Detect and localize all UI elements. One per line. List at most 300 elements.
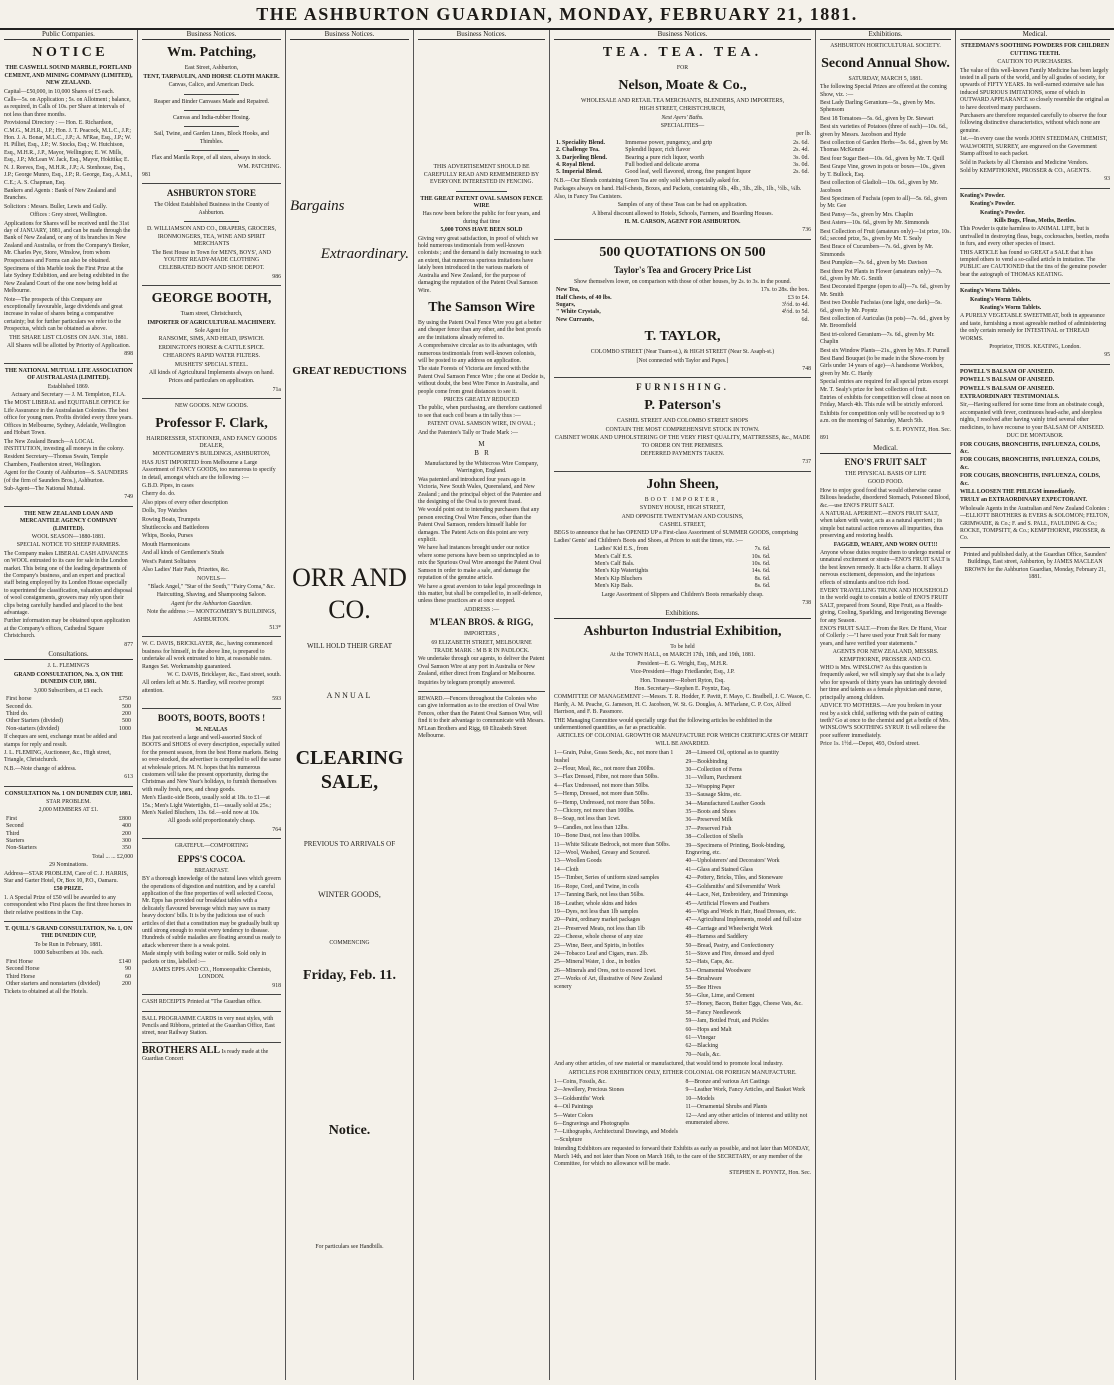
commencing: COMMENCING <box>329 940 370 947</box>
show-lower: Show themselves lower, on comparison with those of other houses, by 2s. to 3s. in the pound. <box>574 278 791 285</box>
sail-twine: Sail, Twine, and Garden Lines, Block Hooks, and Thimbles. <box>154 131 269 145</box>
samson-wire-heading: The Samson Wire <box>428 299 535 315</box>
fleming: J. L. FLEMING'S <box>47 663 90 670</box>
divider <box>142 398 281 399</box>
list-item: 22—Cheese, whole cheese of any size <box>554 934 643 941</box>
list-item: 52—Hats, Caps, &c. <box>685 959 734 966</box>
special-prizes-intro: The following Special Prizes are offered at the coming Show, viz. :— <box>820 84 947 98</box>
annual: ANNUAL <box>326 691 373 701</box>
enos-intro: How to enjoy good food that would otherwise cause Bilious headache, disordered Stomach, Poisoned Blood, &c.—use ENO'S FRUIT SALT. <box>820 487 951 509</box>
list-item: 18—Leather, whole skins and hides <box>554 900 637 907</box>
will-hold: WILL HOLD THEIR GREAT <box>307 641 392 650</box>
cash-receipts: CASH RECEIPTS Printed at "The Guardian office. <box>142 999 262 1006</box>
packages: Packages always on hand. Half-chests, Boxes, and Packets, containing 6lb., 4lb., 3lb., 2lb., 1lb., ½lb., ¼lb. Also, in Fancy Tea Canisters. <box>554 186 802 200</box>
divider <box>184 221 240 222</box>
sheep-notice: SPECIAL NOTICE TO SHEEP FARMERS. <box>16 542 121 549</box>
keating-powder: Keating's Powder. <box>970 201 1015 208</box>
list-item: 70—Nails, &c. <box>685 1051 721 1058</box>
specimens: Specimens of this Marble took the First Prize at the late Sydney Exhibition, and are being exhibited in the New Zealand Court of the one now being held at Melbourne. <box>4 265 129 295</box>
section-header: Medical. <box>960 30 1110 40</box>
list-item: 41—Glass and Stained Glass <box>685 866 753 873</box>
consultation-prize-table: First £800 Second 400 Third 200 Starters 300 Non-Starters 350 <box>6 815 131 852</box>
samples: Samples of any of these Teas can be had on application. <box>617 202 748 209</box>
table-row: New Tea, 17s. to 28s. the box. <box>556 287 809 294</box>
state-forests: The state Forests of Victoria are fenced with the Patent Oval Samson Fence Wire ; the one at Dockie is, without doubt, the best Wire Fence in Australia, and people come from great distances to see it. <box>418 366 545 395</box>
ad-number: 95 <box>1104 352 1110 359</box>
list-item: Best 18 Tomatoes—5s. 6d., given by Dr. Stewart <box>820 115 934 122</box>
articles-either: ARTICLES FOR EXHIBITION ONLY, EITHER COLONIAL OR FOREIGN MANUFACTURE. <box>568 1069 797 1076</box>
list-item: 3—Goldsmiths' Work <box>554 1095 605 1102</box>
clark-address: Note the address :— MONTGOMERY'S BUILDINGS, ASHBURTON. <box>146 609 277 623</box>
imitation-caution: THIS ARTICLE has found so GREAT a SALE that it has tempted others to vend a so-called article in imitation. The PUBLIC are CAUTIONED that the tins of the genuine powder bear the autograph of THOMAS KEATING. <box>960 249 1107 278</box>
company-title: THE CASWELL SOUND MARBLE, PORTLAND CEMENT, AND MINING COMPANY (LIMITED), NEW ZEALAND. <box>4 65 133 87</box>
begs-announce: BEGS to announce that he has OPENED UP a First-class Assortment of SUMMER GOODS, comprising Ladies' Gents' and Children's Boots and Shoes, at Prices to suit the times, viz. :— <box>554 530 799 544</box>
table-row: Men's Calf Bals. 10s. 6d. <box>594 561 771 568</box>
taylor-address: COLOMBO STREET (Near Tuam-st.), & HIGH STREET (Near St. Asaph-st.) <box>590 349 775 356</box>
booth-location: Tuam street, Christchurch, <box>180 311 243 318</box>
any-other: And any other articles, of raw material or manufactured, that would tend to promote local industry. <box>554 1061 784 1068</box>
first-mark: 1st.—In every case the words JOHN STEEDMAN, CHEMIST, WALWORTH, SURREY, are engraved on the Government Stamp affixed to each packet. <box>960 136 1108 158</box>
physical-basis: THE PHYSICAL BASIS OF LIFE <box>844 470 927 477</box>
list-item: 28—Linseed Oil, optional as to quantity <box>685 750 779 757</box>
neales-prices: Men's Elastic-side Boots, usually sold at 18s. to £1—at 15s.; Men's Light Watertights, £1—usually sold at 25s.; Men's Nailed Bluchers, 13s. 6d.—sold now at 10s. <box>142 795 271 817</box>
established: Established 1869. <box>47 383 90 390</box>
horticultural-society: ASHBURTON HORTICULTURAL SOCIETY. <box>830 43 941 50</box>
great-reductions: GREAT REDUCTIONS <box>292 365 407 378</box>
giving-satisfaction: Giving very great satisfaction, in proof of which we hold numerous testimonials from well-known colonists ; and the demand is daily increasing to such an extent, that numerous spurious imitations have lately been introduced in the various markets of Australia and New Zealand, for the purpose of damaging the reputation of the Patent Oval Samson Wire. <box>418 235 542 294</box>
bargains-heading: Bargains <box>290 198 345 215</box>
ad-number: 764 <box>272 826 281 833</box>
table-row: " White Crystals, 4½d. to 5d. <box>556 309 809 316</box>
manufactured: Manufactured by the Whitecross Wire Company, Warrington, England. <box>424 461 539 475</box>
list-item: Best Lady Darling Geranium—5s., given by Mrs. Sphensom <box>820 100 936 114</box>
comprehensive-stock: CONTAIN THE MOST COMPREHENSIVE STOCK IN TOWN. <box>605 426 760 433</box>
articles-header: ARTICLES OF COLONIAL GROWTH OR MANUFACTURE FOR WHICH CERTIFICATES OF MERIT WILL BE AWARDED. <box>556 733 809 747</box>
second-annual-show: Second Annual Show. <box>821 55 950 71</box>
for-label: FOR <box>676 65 689 72</box>
column-medical <box>956 30 1114 1380</box>
divider <box>4 363 133 364</box>
nzloan-title: THE NEW ZEALAND LOAN AND MERCANTILE AGENCY COMPANY (LIMITED). <box>19 510 118 532</box>
divider <box>4 506 133 507</box>
show-date: SATURDAY, MARCH 5, 1881. <box>848 75 923 82</box>
resident: Resident Secretary—Thomas Swain, Temple Chambers, Featherston street, Wellington. <box>4 454 109 468</box>
store-text: The Oldest Established Business in the County of Ashburton. <box>153 202 270 216</box>
list-item: 30—Collection of Ferns <box>685 767 742 773</box>
per-lb: per lb. <box>796 131 811 138</box>
reaper: Reaper and Binder Canvases Made and Repaired. <box>153 98 270 105</box>
boot-depot: CELEBRATED BOOT AND SHOE DEPOT. <box>158 265 265 272</box>
ad-number: 513* <box>269 624 281 631</box>
list-item: Shuttlecocks and Battledores <box>142 525 210 532</box>
new-goods: NEW GOODS. NEW GOODS. <box>174 403 249 410</box>
list-item: 4—Flax Undressed, not more than 50lbs. <box>554 782 650 789</box>
mrs-winslow: WHO is Mrs. WINSLOW? As this question is frequently asked, we will simply say that she is a lady who for upwards of thirty years has untiringly devoted her time and talents as a female physician and nurse, principally among children. <box>820 665 947 701</box>
list-item: 5—Hemp, Dressed, not more than 50lbs. <box>554 791 649 798</box>
list-item: 2—Jewellery, Precious Stones <box>554 1087 625 1094</box>
implements: All kinds of Agricultural Implements always on hand. <box>149 369 274 376</box>
list-item: 58—Fancy Needlework <box>685 1009 742 1016</box>
calls: Calls—5s. on Application ; 5s. on Allotment ; balance, as required, in Calls of 10s. per Share at intervals of not less than three months. <box>4 97 131 118</box>
cashel-street: CASHEL STREET, <box>659 522 706 529</box>
advice-mothers: ADVICE TO MOTHERS.—Are you broken in your rest by a sick child, suffering with the pain of cutting teeth? Go at once to the chemist and get a bottle of Mrs. WINSLOW'S SOOTHING SYRUP. It will relieve the poor sufferer immediately. <box>820 703 950 739</box>
cheques: If cheques are sent, exchange must be added and stamps for reply and result. <box>4 734 117 748</box>
list-item: Dolls, Toy Watches <box>142 508 188 515</box>
divider <box>184 94 240 95</box>
coughs-ad: FOR COUGHS, BRONCHITIS, INFLUENZA, COLDS, &c. <box>960 473 1101 487</box>
list-item: 33—Sausage Skins, etc. <box>685 792 742 799</box>
cashel-shops: CASHEL STREET AND COLOMBO STREET SHOPS <box>616 418 749 425</box>
sub-agent: Sub-Agent—The National Mutual. <box>4 485 85 492</box>
taylor-name: T. TAYLOR, <box>644 329 721 345</box>
list-item: 9—Candles, not less than 12lbs. <box>554 824 629 831</box>
town-hall: At the TOWN HALL, on MARCH 17th, 18th, and 19th, 1881. <box>609 652 756 659</box>
column-business-4 <box>550 30 816 1380</box>
undertake-delivery: We undertake through our agents, to deliver the Patent Oval Samson Wire at any port in Australia or New Zealand, either direct from England or Melbourne. <box>418 656 545 678</box>
powells-balsam: POWELL'S BALSAM OF ANISEED. <box>960 377 1055 384</box>
epps-made: Made simply with boiling water or milk. Sold only in packets or tins, labelled :— <box>142 951 266 965</box>
neales-text: Has just received a large and well-assorted Stock of BOOTS and SHOES of every description, especially suited for the present season, from the best Home markets. Being so over-stocked, the advertiser is compelled to sell the same at wholesale prices. M. N. hopes that his numerous customers will take the present opportunity, during the Christmas and New Year's holidays, to furnish themselves with really fresh, new, and cheap goods. <box>142 735 281 793</box>
list-item: Also pipes of every other description <box>142 499 228 506</box>
list-item: Best two Double Fuchsias (one light, one dark)—5s. 6d., given by Mr. Poyntz <box>820 300 942 314</box>
divider <box>142 636 281 637</box>
ad-number: 749 <box>124 494 133 501</box>
ad-number: 738 <box>802 600 811 607</box>
divider <box>960 283 1110 284</box>
fencing-advertisement: THIS ADVERTISEMENT SHOULD BE CAREFULLY READ AND REMEMBERED BY EVERYONE INTERESTED IN FENCING. <box>423 164 540 186</box>
worm-tablets: Keating's Worm Tablets. <box>970 296 1032 303</box>
quill-prize-table: First Horse £140 Second Horse 90 Third Horse 60 Other starters and nonstarters (divided) 200 <box>6 958 131 987</box>
orr-and-co: ORR AND CO. <box>292 562 407 624</box>
list-item: 43—Goldsmiths' and Silversmiths' Work <box>685 883 781 890</box>
table-row: Men's Calf E.S. 10s. 6d. <box>594 553 771 560</box>
canvas: Canvas, Calico, and American Duck. <box>168 82 255 89</box>
list-item: Best collection of Gladioli—10s. 6d., given by Mr. Jacobson <box>820 180 939 194</box>
davis-orders: All orders left at Mr. S. Hardley, will receive prompt attention. <box>142 680 264 694</box>
table-row: Half Chests, of 40 lbs. £3 to £4. <box>556 294 809 301</box>
quill-subscribers: 1000 Subscribers at 10s. each. <box>33 950 104 957</box>
oval-tally: PATENT OVAL SAMSON WIRE, IN OVAL ; <box>427 421 536 428</box>
list-item: 48—Carriage and Wheelwright Work <box>685 925 773 932</box>
class-list-d <box>686 1078 812 1145</box>
patching-location: East Street, Ashburton, <box>184 65 239 72</box>
divider <box>4 921 133 922</box>
list-item: 59—Jam, Bottled Fruit, and Pickles <box>685 1018 769 1025</box>
list-item: 60—Hops and Malt <box>685 1026 732 1033</box>
harmless-text: This Powder is quite harmless to ANIMAL LIFE, but is unrivalled in destroying fleas, bugs, cockroaches, beetles, moths in furs, and every other species of insect. <box>960 226 1110 248</box>
column-public-companies <box>0 30 138 1380</box>
further-info: Further information may be obtained upon application at the Company's offices, Cathedral Square Christchurch. <box>4 618 130 640</box>
list-item: 6—Engravings and Photographs <box>554 1121 630 1128</box>
sheen-name: John Sheen, <box>646 476 719 492</box>
epps-signature: JAMES EPPS AND CO., Homoeopathic Chemists, LONDON. <box>151 966 272 981</box>
special-entries: Special entries are required for all special prizes except Mr. T. Sealy's prize for best collection of fruit. <box>820 379 949 393</box>
divider <box>142 1011 281 1012</box>
table-row: 1. Speciality Blend. Immense power, pungency, and grip 2s. 6d. <box>556 139 809 146</box>
list-item: G.B.D. Pipes, in cases <box>142 483 194 490</box>
furnishing-heading: FURNISHING. <box>636 382 729 393</box>
prices-particulars: Prices and particulars on application. <box>168 378 255 385</box>
kills-bugs: Kills Bugs, Fleas, Moths, Beetles. <box>994 217 1076 224</box>
to-be-held: To be held <box>670 643 695 650</box>
section-header: Exhibitions. <box>820 30 951 40</box>
list-item: 10—Bone Dust, not less than 100lbs. <box>554 833 641 840</box>
tea-blends-table <box>554 140 811 177</box>
divider <box>960 364 1110 365</box>
list-item: And all kinds of Gentlemen's Studs <box>142 550 225 557</box>
list-item: 7—Chicory, not more than 100lbs. <box>554 808 635 815</box>
ball-programmes: BALL PROGRAMME CARDS in very neat styles, with Pencils and Ribbons, printed at the Guardian Office, East street, near Railway Station. <box>142 1015 275 1037</box>
change-address: N.B.—Note change of address. <box>4 765 77 772</box>
class-list-a <box>554 749 680 1060</box>
nominations: 29 Nominations. <box>49 862 88 869</box>
list-item: 42—Pottery, Bricks, Tiles, and Stoneware <box>685 875 783 882</box>
section-header: Exhibitions. <box>554 609 811 619</box>
ad-number: 737 <box>802 459 811 466</box>
epps-title: EPPS'S COCOA. <box>177 853 246 864</box>
ad-number: 736 <box>802 227 811 234</box>
list-item: Best four Sugar Beet—10s. 6d., given by Mr. T. Quill <box>820 155 945 162</box>
list-item: Mouth Harmonicans <box>142 541 190 548</box>
grand-consultation: GRAND CONSULTATION, No. 3, ON THE DUNEDIN CUP, 1881. <box>13 671 124 686</box>
list-item: 7—Lithographs, Architectural Drawings, and Models—Sculpture <box>554 1129 678 1143</box>
coughs-ad: FOR COUGHS, BRONCHITIS, INFLUENZA, COLDS, &c. <box>960 457 1101 471</box>
list-item: Also Ladies' Hair Pads, Frizettes, &c. <box>142 567 230 574</box>
taylor-note: [Not connected with Taylor and Papes.] <box>636 357 729 364</box>
clark-building: MONTGOMERY'S BUILDINGS, ASHBURTON, <box>152 451 271 458</box>
tons-sold: 5,000 TONS HAVE BEEN SOLD <box>440 227 523 234</box>
slippers: Large Assortment of Slippers and Children's Boots remarkably cheap. <box>601 591 764 598</box>
grateful: GRATEFUL—COMFORTING <box>174 843 249 850</box>
extraordinary-heading: Extraordinary. <box>320 245 409 262</box>
ad-number: 918 <box>272 982 281 989</box>
list-item: 11—Ornamental Shrubs and Plants <box>685 1104 768 1111</box>
worm-tablets: Keating's Worm Tablets. <box>960 288 1022 295</box>
table-row: Men's Kip Watertights 14s. 6d. <box>594 568 771 575</box>
list-item: 39—Specimens of Printing, Book-binding, Engraving, etc. <box>685 842 786 857</box>
section-header: Consultations. <box>4 650 133 660</box>
specialities: SPECIALITIES— <box>660 123 705 130</box>
table-row: Men's Kip Bals. 8s. 6d. <box>594 583 771 590</box>
prize-text: 1. A Special Prize of £50 will be awarded to any correspondent who First places the first three horses in their relative positions in the Cup. <box>4 894 131 916</box>
list-item: Best three Pot Plants in Flower (amateurs only)—7s. 6d., given by Mr. G. Smith <box>820 268 943 282</box>
list-item: 26—Minerals and Ores, not to exceed 1cwt. <box>554 967 657 974</box>
list-item: 62—Blacking <box>685 1043 719 1050</box>
ad-number: 93 <box>1104 176 1110 183</box>
list-item: 31—Vellum, Parchment <box>685 775 742 782</box>
list-item: 16—Rope, Cord, and Twine, in coils <box>554 883 640 890</box>
fagged-heading: FAGGED, WEARY, AND WORN OUT!!! <box>833 541 938 548</box>
davis-text: W. C. DAVIS, BRICKLAYER, &c., having commenced business for himself, in the above line, is prepared to undertake all work entrusted to him, at reasonable rates. Ranges Set. Workmanship guaranteed. <box>142 641 273 670</box>
list-item: 21—Preserved Meats, not less than 1lb <box>554 925 645 932</box>
table-row: 3. Darjeeling Blend. Bearing a pure rich liquor, worth 3s. 0d. <box>556 154 809 161</box>
list-item: 32—Wrapping Paper <box>685 783 735 790</box>
list-item: Best Asters—10s. 6d., given by Mr. Simmonds <box>820 220 930 227</box>
reward: REWARD.—Fencers throughout the Colonies who can give information as to the erection of Oval Wire Fences, other than the Patent Oval Samson Wire, will find it to their advantage to communicate with Messrs. M'Lean Brothers and Rigg, 69 Elizabeth Street Melbourne. <box>418 695 545 739</box>
list-item: 24—Tobacco Leaf and Cigars, max. 2lb. <box>554 950 649 957</box>
list-item: 37—Preserved Fish <box>685 825 732 832</box>
table-row: New Currants, 6d. <box>556 316 809 323</box>
note-green-tea: N.B.—Our Blends containing Green Tea are only sold when specially asked for. <box>554 177 740 184</box>
committee: COMMITTEE OF MANAGEMENT :—Messrs. T. R. Hodder, F. Pavitt, F. Mayo, C. Bradbell, J. C. Wason, C. Hardy, A. M. Peache, G. Jameson, H. C. Jacobson, W. St. G. Douglas, A. M'Farlane, C. P. Cox, Alfred Harrison, and F. B. Passmore. <box>554 694 811 716</box>
ad-number: 981 <box>142 172 151 179</box>
fleming-address: J. L. FLEMING, Auctioneer, &c., High street, Triangle, Christchurch. <box>4 749 111 764</box>
list-item: 25—Mineral Water, 1 doz., in bottles <box>554 959 641 966</box>
wholesale-agents: Wholesale Agents in the Australian and New Zealand Colonies :—ELLIOTT BROTHERS & EVERS & SOLOMON; FELTON, GRIMWADE, & Co.; F. and S. PALL, FAULDING & Co.; ROCKE, TOMPSITT, & Co.; KEMPTHORNE, PROSSER, & Co. <box>960 505 1110 542</box>
list-item: 9—Leather Work, Fancy Articles, and Basket Work <box>685 1087 806 1094</box>
allotted: All Shares will be allotted by Priority of Application. <box>6 343 131 350</box>
erdington: ERDINGTON'S HORSE & CATTLE SPICE. <box>158 344 265 351</box>
entries-close: Entries of exhibits for competition will close at noon on Friday, March 4th. This rule will be strictly enforced. <box>820 395 950 409</box>
powell-testimonial: Sir,—Having suffered for some time from an obstinate cough, accompanied with fever, continuous head-ache, and sleepless nights, I resolved after having vainly tried several other medicines, to have recourse to your BALSAM OF ANISEED. <box>960 402 1105 431</box>
exhibits-received: Exhibits for competition only will be received up to 9 a.m. on the morning of Saturday, March 5th. <box>820 410 945 425</box>
section-header: Business Notices. <box>554 30 811 40</box>
share-list: THE SHARE LIST CLOSES ON JAN. 31st, 1881. <box>9 334 128 341</box>
list-item: Cherry do. do. <box>142 491 176 498</box>
cabinet-work: CABINET WORK AND UPHOLSTERING OF THE VERY FIRST QUALITY, MATTRESSES, &c., MADE TO ORDER ON THE PREMISES. <box>554 435 811 449</box>
novels: NOVELS— <box>197 575 226 582</box>
williamson: D. WILLIAMSON AND CO., DRAPERS, GROCERS, IRONMONGERS, TEA, WINE AND SPIRIT MERCHANTS <box>146 226 277 248</box>
intending-exhibitors: Intending Exhibitors are requested to forward their Exhibits as early as possible, and not later than MONDAY, March 14th, and not later than Noon on March 16th, to the care of the SECRETARY, or any member of the Committee, for which no allowance will be made. <box>554 1146 810 1168</box>
vice-president: Vice-President—Hugo Friedlander, Esq., J.P. <box>630 669 735 676</box>
mlean-bros: M'LEAN BROS. & RIGG, <box>429 617 534 628</box>
deferred-payments: DEFERRED PAYMENTS TAKEN. <box>640 451 725 457</box>
notice-heading: N O T I C E <box>32 45 105 61</box>
divider <box>142 838 281 839</box>
secretary: Hon. Secretary—Stephen E. Poyntz, Esq. <box>634 685 731 692</box>
spurious-instances: We have had instances brought under our notice where some persons have been so unprincipled as to mix the Spurious Oval Wire amongst the Patent Oval Samson in order to make a sale, and damage the reputation of the genuine article. <box>418 545 542 582</box>
neales: M. NEALAS <box>195 726 228 733</box>
list-item: 13—Woollen Goods <box>554 858 602 865</box>
public-cautioned: The public, when purchasing, are therefore cautioned to see that each coil bears a tin tally thus :— <box>418 405 542 419</box>
quill-run: To be Run in February, 1881. <box>34 941 103 948</box>
enos-fruit-salt: ENO'S FRUIT SALT <box>844 456 927 467</box>
booth-name: GEORGE BOOTH, <box>151 291 272 307</box>
divider <box>418 691 545 692</box>
wholesale-merchants: WHOLESALE AND RETAIL TEA MERCHANTS, BLENDERS, AND IMPORTERS, <box>580 97 785 104</box>
list-item: 50—Bread, Pastry, and Confectionery <box>685 942 774 949</box>
list-item: Best Collection of Fruit (amateurs only)—1st prize, 10s. 6d.; second prize, 5s., given by Mr. T. Sealy <box>820 228 951 242</box>
class-list-b <box>686 749 812 1060</box>
handbills: For particulars see Handbills. <box>315 1243 384 1250</box>
table-row: 4. Royal Blend. Full bodied and delicate aroma 3s. 0d. <box>556 162 809 169</box>
nelson-moate: Nelson, Moate & Co., <box>618 77 747 93</box>
table-row: 2. Challenge Tea. Splendid liquor, rich flavor 2s. 4d. <box>556 147 809 154</box>
patching-name: Wm. Patching, <box>166 45 257 61</box>
list-item: Best Pumpkin—7s. 6d., given by Mr. Davison <box>820 260 928 267</box>
prize-50: £50 PRIZE. <box>53 886 84 893</box>
section-header: Medical. <box>820 444 951 454</box>
column-business-1 <box>138 30 286 1380</box>
list-item: 11—White Silicate Bedrock, not more than 50lbs. <box>554 841 671 848</box>
capital: Capital—£50,000, in 10,000 Shares of £5 each. <box>4 88 115 95</box>
truly-expectorant: TRULY an EXTRAORDINARY EXPECTORANT. <box>960 497 1088 504</box>
prices-reduced: PRICES GREATLY REDUCED <box>443 396 520 403</box>
list-item: Best collection of Garden Herbs—5s. 6d., given by Mr. Thomas McKenzie <box>820 140 949 154</box>
list-item: Best six Window Plants—21s., given by Mrs. F. Purnell <box>820 347 950 354</box>
wool-season: WOOL SEASON—1880-1881. <box>31 533 106 540</box>
table-row: Sugars, 3½d. to 4d. <box>556 301 809 308</box>
list-item: Best Decorated Epergne (open to all)—7s. 6d., given by Mr. Smith <box>820 284 951 298</box>
loosen-phlegm: WILL LOOSEN THE PHLEGM immediately. <box>960 488 1076 495</box>
mutual-title: THE NATIONAL MUTUAL LIFE ASSOCIATION OF AUSTRALASIA (LIMITED). <box>4 367 133 382</box>
ad-number: 593 <box>272 696 281 703</box>
tea-heading: TEA. TEA. TEA. <box>602 45 763 61</box>
members: 2,000 MEMBERS AT £1. <box>38 807 99 814</box>
clark-name: Professor F. Clark, <box>155 415 268 431</box>
divider <box>960 188 1110 189</box>
flax-rope: Flax and Manila Rope, of all sizes, always in stock. <box>151 155 272 162</box>
table-row: 5. Imperial Blend. Good leaf, well flavored, strong, fine pungent liquor 2s. 6d. <box>556 169 809 176</box>
next-baths: Next Ayers' Baths. <box>661 114 704 121</box>
quill-tickets: Tickets to obtained at all the Hotels. <box>4 989 88 996</box>
caution-purchasers: CAUTION TO PURCHASERS. <box>997 59 1073 66</box>
boot-importer: BOOT IMPORTER, <box>644 496 721 503</box>
list-item: 1—Coins, Fossils, &c. <box>554 1079 607 1086</box>
rubber-hosing: Canvas and India-rubber Hosing. <box>173 115 250 122</box>
list-item: 3—Flax Dressed, Fibre, not more than 50lbs. <box>554 774 659 781</box>
guardian-agent: Agent for the Ashburton Guardian. <box>171 600 252 607</box>
padlock-trade-mark-icon: M B R <box>474 440 489 457</box>
samson-fence-title: THE GREAT PATENT OVAL SAMSON FENCE WIRE <box>420 195 543 210</box>
store-title: ASHBURTON STORE <box>166 188 257 199</box>
discount: A liberal discount allowed to Hotels, Schools, Farmers, and Boarding Houses. <box>592 210 773 217</box>
list-item: 36—Preserved Milk <box>685 817 733 824</box>
column-exhibitions-medical <box>816 30 956 1380</box>
offices: Offices : Grey street, Wellington. <box>30 212 107 219</box>
quotations-heading: 500 QUOTATIONS ON 500 <box>599 244 766 260</box>
best-house: The Best House in Town for MEN'S, BOYS', AND YOUTHS' READY-MADE CLOTHING <box>152 249 271 263</box>
quill-title: T. QUILL'S GRAND CONSULTATION, No. 1, ON THE DUNEDIN CUP, <box>4 926 132 940</box>
epps-text: BY a thorough knowledge of the natural laws which govern the operations of digestion and nutrition, and by a careful application of the fine properties of well selected Cocoa, Mr. Epps has provided our breakfast tables with a delicately flavoured beverage which may save us many heavy doctors' bills. It is by the judicious use of such articles of diet that a constitution may be gradually built up until strong enough to resist every tendency to disease. Hundreds of subtle maladies are floating around us ready to attack wherever there is a weak point. <box>142 876 281 949</box>
president: President—E. G. Wright, Esq., M.H.R. <box>637 660 728 667</box>
nz-agents: AGENTS FOR NEW ZEALAND, MESSRS. KEMPTHORNE, PROSSER AND CO. <box>832 649 939 663</box>
list-item: 44—Lace, Net, Embroidery, and Trimmings <box>685 892 789 899</box>
column-business-3 <box>414 30 550 1380</box>
boots-heading: BOOTS, BOOTS, BOOTS ! <box>157 712 266 723</box>
list-item: Best Specimen of Fuchsia (open to all)—5s. 6d., given by Mr. Gee <box>820 195 948 210</box>
ad-number: 613 <box>124 774 133 781</box>
list-item: 15—Timber, Series of uniform sized samples <box>554 875 660 882</box>
list-item: 8—Soap, not less than 1cwt. <box>554 816 621 823</box>
novels-list: "Black Angel," "Star of the South," "Fairy Coma," &c. <box>148 583 275 590</box>
consultation-address: Address—STAR PROBLEM, Care of C. J. HARRIS, Star and Garter Hotel, Or, Box 10, P.O., Oamaru. <box>4 870 129 885</box>
directory: Provisional Directory : — Hon. E. Richardson, C.M.G., M.H.R., J.P.; Hon. J. T. Peacock, M.L.C., J.P.; Hon. J. A. Bonar, M.L.C., J.P.; A. M'Rae, Esq., J.P.; W. H. Pilliet, Esq., J.P.; W. Stocks, Esq.; W. Hutchison, Esq., M.H.R., J.P., Mayor, Wellington; E. W. Mills, Esq., J.P.; McLean W. Jack, Esq., Mayor, Hokitika; E. N. J. Reeves, Esq., M.H.R., J.P.; A. Stenhouse, Esq., J.P.; George Munro, Esq., J.P.; R. George, Esq., A.M.I., C.E.; A. S. Chapman, Esq. <box>4 120 133 186</box>
brothers-all: BROTHERS ALL <box>142 1044 221 1056</box>
taylor-price-list: Taylor's Tea and Grocery Price List <box>613 264 752 275</box>
divider <box>4 786 133 787</box>
divider <box>184 110 240 111</box>
list-item: 35—Boots and Shoes <box>685 809 736 816</box>
list-item: 57—Honey, Bacon, Butter Eggs, Cheese Vats, &c. <box>685 1001 803 1008</box>
list-item: Best six varieties of Potatoes (three of each)—10s. 6d., given by Messrs. Jacobson and Hyde <box>820 124 948 138</box>
trade-mark: TRADE MARK : M B R IN PADLOCK. <box>433 647 530 654</box>
list-item: 23—Wine, Beer, and Spirits, in bottles <box>554 942 644 949</box>
good-food: GOOD FOOD. <box>867 479 904 486</box>
class-lists <box>554 749 811 1060</box>
keating-powder: Keating's Powder. <box>980 209 1025 216</box>
divider <box>184 126 240 127</box>
list-item: 20—Paint, ordinary market packages <box>554 917 641 924</box>
chearon: CHEARON'S RAPID WATER FILTERS. <box>162 353 261 360</box>
comprehensive-circular: A comprehensive circular as to its advantages, with numerous testimonials from well-known colonists, will be posted to any address on application. <box>418 343 538 364</box>
divider <box>554 239 811 240</box>
list-item: 6—Hemp, Undressed, not more than 50lbs. <box>554 799 655 806</box>
divider <box>142 708 281 709</box>
enos-letter: ENO'S FRUIT SALT.—From the Rev. Dr Hurst, Vicar of Collerly :—"I have used your Fruit Salt for many years, and have verified your statements." <box>820 626 947 647</box>
worm-tablets: Keating's Worm Tablets. <box>980 305 1042 311</box>
nz-branch: The New Zealand Branch—A LOCAL INSTITUTION, investing all moneys in the colony. <box>4 438 125 452</box>
